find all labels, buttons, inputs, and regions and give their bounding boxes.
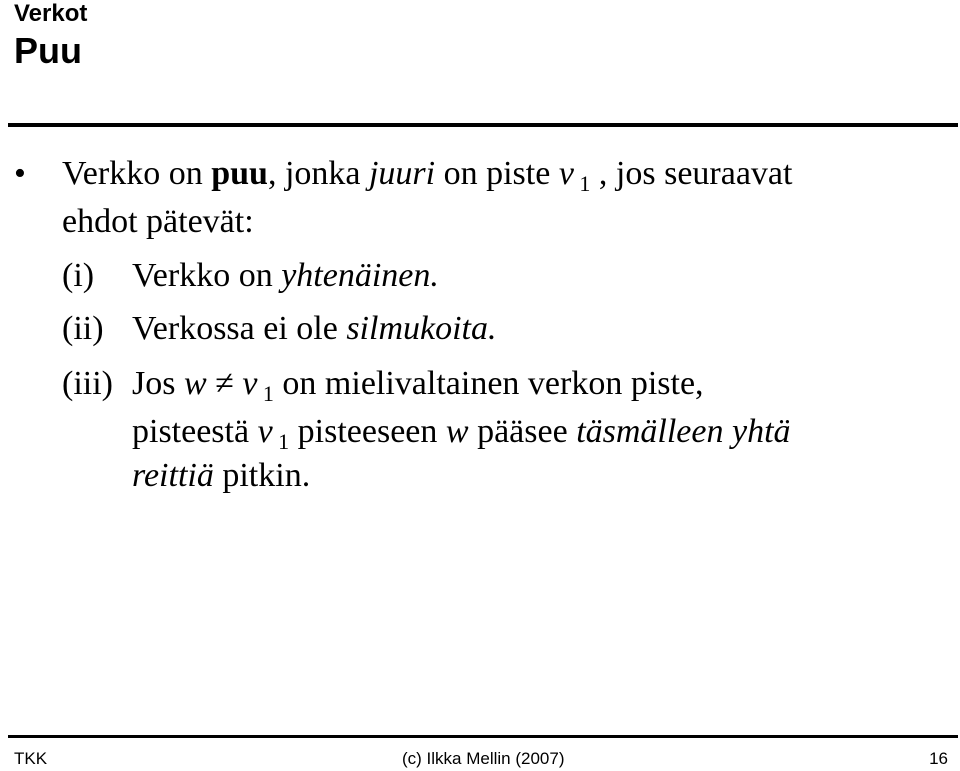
item-text-i xyxy=(132,256,439,296)
item-text: Verkko on xyxy=(132,257,282,294)
item-text-ii xyxy=(132,309,497,349)
term-yhtenainen: yhtenäinen. xyxy=(281,257,439,294)
slide-title: Puu xyxy=(14,30,82,71)
var-v: v xyxy=(257,413,273,450)
subscript-1: 1 xyxy=(272,429,290,454)
footer-copyright: (c) Ilkka Mellin (2007) xyxy=(402,749,565,768)
item-text: pitkin. xyxy=(213,457,311,494)
subscript-1: 1 xyxy=(257,381,274,406)
var-w: w xyxy=(445,413,469,450)
bottom-divider xyxy=(8,735,958,738)
intro-text: on piste xyxy=(435,155,559,192)
term-puu: puu xyxy=(211,155,268,192)
footer-organization: TKK xyxy=(14,749,48,768)
intro-line-2: ehdot pätevät: xyxy=(62,203,254,240)
var-w: w xyxy=(183,365,207,402)
item-text: pisteestä xyxy=(132,413,258,450)
item-number-i: (i) xyxy=(62,257,95,294)
section-label: Verkot xyxy=(14,0,88,27)
item-text-iii-line-3 xyxy=(132,456,310,496)
item-text: Verkossa ei ole xyxy=(132,310,347,347)
term-juuri: juuri xyxy=(368,155,436,192)
intro-text: , jonka xyxy=(267,155,369,192)
term-tasmalleen-yhta: täsmälleen yhtä xyxy=(576,413,791,450)
subscript-1: 1 xyxy=(573,171,591,196)
term-silmukoita: silmukoita. xyxy=(346,310,497,347)
item-number-iii: (iii) xyxy=(62,365,113,402)
intro-text: Verkko on xyxy=(62,155,212,192)
bullet-marker: • xyxy=(14,155,26,192)
top-divider xyxy=(8,123,958,127)
var-v: v xyxy=(242,365,258,402)
item-text: on mielivaltainen verkon piste, xyxy=(273,365,704,402)
intro-line-1 xyxy=(62,154,792,194)
item-number-ii: (ii) xyxy=(62,310,104,347)
intro-text: , jos seuraavat xyxy=(590,155,793,192)
item-text: pääsee xyxy=(468,413,577,450)
item-text: Jos xyxy=(132,365,184,402)
term-reittia: reittiä xyxy=(132,457,214,494)
not-equal-symbol: ≠ xyxy=(206,365,243,402)
item-text: pisteeseen xyxy=(289,413,446,450)
page-number: 16 xyxy=(929,749,948,768)
item-text-iii-line-1 xyxy=(132,364,704,404)
var-v: v xyxy=(558,155,574,192)
item-text-iii-line-2 xyxy=(132,412,791,452)
